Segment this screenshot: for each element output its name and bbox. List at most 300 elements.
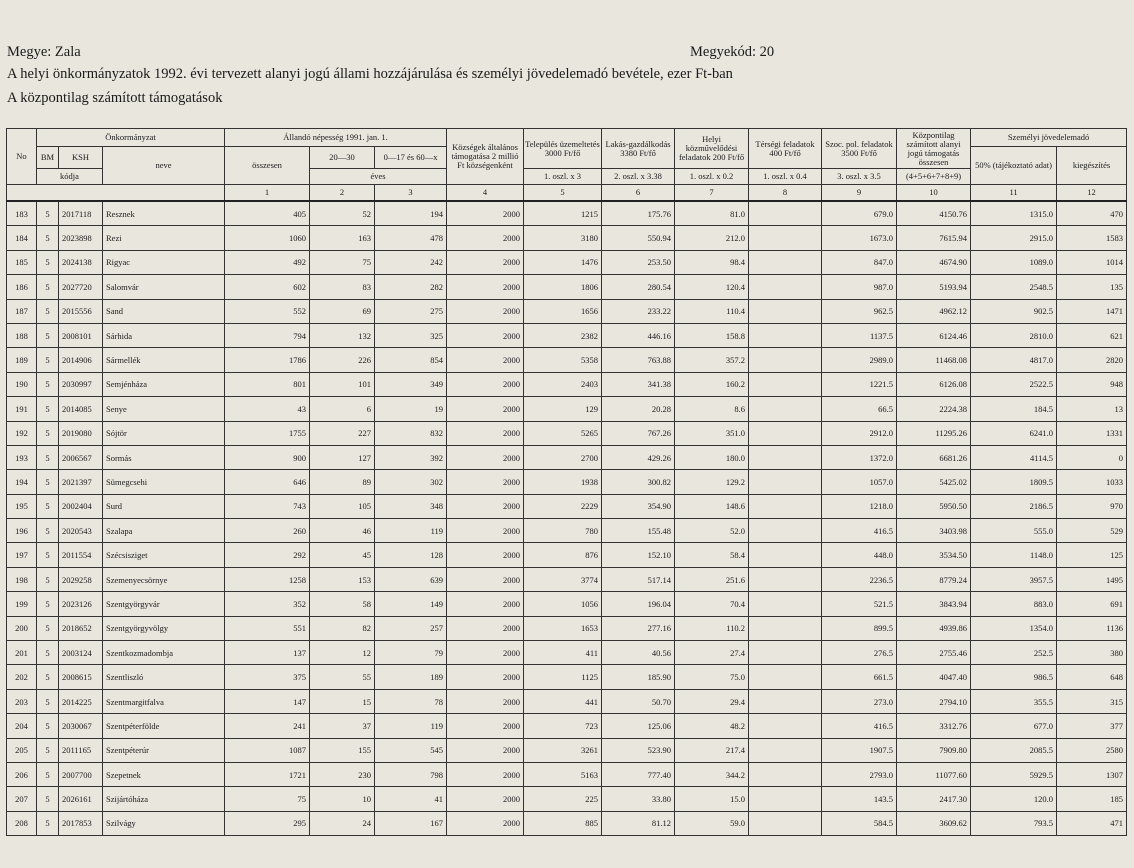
table-cell: 883.0 (971, 592, 1057, 616)
table-cell: 478 (375, 226, 447, 250)
table-cell: 986.5 (971, 665, 1057, 689)
table-cell: 59.0 (675, 811, 749, 835)
table-cell: 273.0 (822, 689, 897, 713)
table-cell: 1258 (225, 567, 310, 591)
table-cell: 325 (375, 323, 447, 347)
table-cell: 41 (375, 787, 447, 811)
head-ksh: KSH (59, 147, 103, 169)
table-cell: 7615.94 (897, 226, 971, 250)
table-cell: 19 (375, 397, 447, 421)
table-cell: 2000 (447, 738, 524, 762)
table-cell: 377 (1057, 714, 1127, 738)
table-cell: 349 (375, 372, 447, 396)
table-cell: 521.5 (822, 592, 897, 616)
page-title: A helyi önkormányzatok 1992. évi tervezett alanyi jogú állami hozzájárulása és személyi jövedelemadó bevétele, ezer Ft-ban (7, 66, 733, 82)
table-cell: 2000 (447, 811, 524, 835)
table-row (7, 299, 1127, 323)
col-number: 6 (602, 185, 675, 202)
table-cell: 794 (225, 323, 310, 347)
table-cell: 2000 (447, 470, 524, 494)
table-cell: 127 (310, 445, 375, 469)
table-cell (749, 641, 822, 665)
table-cell (749, 421, 822, 445)
col-number: 2 (310, 185, 375, 202)
data-table (6, 128, 1127, 836)
table-row (7, 348, 1127, 372)
table-cell (749, 494, 822, 518)
table-row (7, 226, 1127, 250)
table-cell: 2027720 (59, 275, 103, 299)
table-cell: 75 (310, 250, 375, 274)
table-cell: 208 (7, 811, 37, 835)
table-cell (749, 738, 822, 762)
table-row (7, 762, 1127, 786)
table-cell: 4150.76 (897, 201, 971, 226)
table-cell: 2000 (447, 616, 524, 640)
table-cell (749, 299, 822, 323)
table-head (7, 129, 1127, 202)
table-cell: 1136 (1057, 616, 1127, 640)
table-cell: 185 (7, 250, 37, 274)
table-cell: 5 (37, 567, 59, 591)
table-cell: 196.04 (602, 592, 675, 616)
table-cell: 81.0 (675, 201, 749, 226)
table-cell: 1033 (1057, 470, 1127, 494)
table-cell: 5929.5 (971, 762, 1057, 786)
table-cell: 5265 (524, 421, 602, 445)
table-cell: 352 (225, 592, 310, 616)
table-cell: 230 (310, 762, 375, 786)
table-cell: 2793.0 (822, 762, 897, 786)
table-cell: 120.0 (971, 787, 1057, 811)
table-cell: 300.82 (602, 470, 675, 494)
table-cell: 207 (7, 787, 37, 811)
head-kozponti-formula: (4+5+6+7+8+9) (897, 169, 971, 185)
table-row (7, 567, 1127, 591)
table-cell: 832 (375, 421, 447, 445)
head-szja50: 50% (tájékoztató adat) (971, 147, 1057, 185)
table-cell: 1060 (225, 226, 310, 250)
table-cell: 81.12 (602, 811, 675, 835)
table-cell (749, 592, 822, 616)
table-cell: 1315.0 (971, 201, 1057, 226)
table-cell: 5 (37, 275, 59, 299)
table-cell: 2000 (447, 787, 524, 811)
table-row (7, 250, 1127, 274)
table-cell (749, 470, 822, 494)
table-cell: 2030067 (59, 714, 103, 738)
table-cell: 253.50 (602, 250, 675, 274)
table-cell: 194 (375, 201, 447, 226)
table-cell: 5 (37, 445, 59, 469)
table-cell: 2000 (447, 299, 524, 323)
head-bm: BM (37, 147, 59, 169)
table-cell: 5 (37, 323, 59, 347)
table-cell: 40.56 (602, 641, 675, 665)
table-cell (749, 372, 822, 396)
table-cell: 202 (7, 665, 37, 689)
table-cell: 2186.5 (971, 494, 1057, 518)
table-cell: 52 (310, 201, 375, 226)
table-cell: 2912.0 (822, 421, 897, 445)
table-cell: 5 (37, 348, 59, 372)
table-cell: 194 (7, 470, 37, 494)
table-cell: 471 (1057, 811, 1127, 835)
head-telepules: Település üzemeltetés 3000 Ft/fő (524, 129, 602, 169)
table-cell: 175.76 (602, 201, 675, 226)
table-cell: 200 (7, 616, 37, 640)
table-cell: 143.5 (822, 787, 897, 811)
table-cell: 205 (7, 738, 37, 762)
table-row (7, 592, 1127, 616)
table-cell: 89 (310, 470, 375, 494)
table-cell: 1148.0 (971, 543, 1057, 567)
table-cell: Szentliszló (103, 665, 225, 689)
table-cell: 529 (1057, 519, 1127, 543)
table-cell: 5 (37, 250, 59, 274)
table-cell: 4817.0 (971, 348, 1057, 372)
table-cell: 227 (310, 421, 375, 445)
table-cell: 793.5 (971, 811, 1057, 835)
table-cell: 155 (310, 738, 375, 762)
table-row (7, 323, 1127, 347)
table-row (7, 543, 1127, 567)
table-cell: 2000 (447, 641, 524, 665)
table-cell: 5 (37, 201, 59, 226)
table-cell: 2000 (447, 689, 524, 713)
table-row (7, 445, 1127, 469)
table-cell: 0 (1057, 445, 1127, 469)
head-no: No (7, 129, 37, 185)
head-osszesen: összesen (225, 147, 310, 185)
table-cell: 302 (375, 470, 447, 494)
table-cell: 2011554 (59, 543, 103, 567)
table-cell: 1125 (524, 665, 602, 689)
table-cell: 523.90 (602, 738, 675, 762)
table-row (7, 738, 1127, 762)
table-cell: 1137.5 (822, 323, 897, 347)
col-number: 4 (447, 185, 524, 202)
table-cell: 691 (1057, 592, 1127, 616)
head-tersegi-formula: 1. oszl. x 0.4 (749, 169, 822, 185)
table-cell: 6 (310, 397, 375, 421)
table-cell: 5 (37, 811, 59, 835)
table-cell: 199 (7, 592, 37, 616)
table-cell: 12 (310, 641, 375, 665)
table-cell: 5358 (524, 348, 602, 372)
table-cell (749, 762, 822, 786)
table-cell: 2085.5 (971, 738, 1057, 762)
table-cell: 5 (37, 787, 59, 811)
table-cell: 119 (375, 714, 447, 738)
table-cell: Semjénháza (103, 372, 225, 396)
table-cell: 2236.5 (822, 567, 897, 591)
table-row (7, 787, 1127, 811)
table-cell: 2580 (1057, 738, 1127, 762)
table-row (7, 470, 1127, 494)
table-cell: 187 (7, 299, 37, 323)
table-cell (749, 275, 822, 299)
table-cell: 5 (37, 299, 59, 323)
table-cell: 552 (225, 299, 310, 323)
table-cell: 1331 (1057, 421, 1127, 445)
table-cell: Szentgyörgyvár (103, 592, 225, 616)
table-row (7, 641, 1127, 665)
head-kieg: kiegészítés (1057, 147, 1127, 185)
table-cell: 135 (1057, 275, 1127, 299)
table-cell: 149 (375, 592, 447, 616)
table-cell: 987.0 (822, 275, 897, 299)
table-cell: 1806 (524, 275, 602, 299)
head-helyi-formula: 1. oszl. x 0.2 (675, 169, 749, 185)
table-cell: 2021397 (59, 470, 103, 494)
table-cell: 27.4 (675, 641, 749, 665)
table-cell: 2029258 (59, 567, 103, 591)
table-cell: 45 (310, 543, 375, 567)
table-cell: 348 (375, 494, 447, 518)
col-number: 12 (1057, 185, 1127, 202)
table-cell: 1495 (1057, 567, 1127, 591)
table-cell: 2000 (447, 665, 524, 689)
table-cell: 105 (310, 494, 375, 518)
table-cell: 2000 (447, 762, 524, 786)
table-cell: 429.26 (602, 445, 675, 469)
table-cell: 777.40 (602, 762, 675, 786)
table-cell: 79 (375, 641, 447, 665)
table-cell: 83 (310, 275, 375, 299)
table-cell: 185.90 (602, 665, 675, 689)
table-cell: 110.4 (675, 299, 749, 323)
col-number: 10 (897, 185, 971, 202)
table-cell: 648 (1057, 665, 1127, 689)
table-cell: 78 (375, 689, 447, 713)
table-cell: Szilvágy (103, 811, 225, 835)
table-cell: 20.28 (602, 397, 675, 421)
table-cell: 2000 (447, 372, 524, 396)
table-cell: 195 (7, 494, 37, 518)
table-cell: 188 (7, 323, 37, 347)
table-cell (749, 689, 822, 713)
table-cell: 155.48 (602, 519, 675, 543)
table-cell: 3312.76 (897, 714, 971, 738)
table-cell: 148.6 (675, 494, 749, 518)
table-cell: 2989.0 (822, 348, 897, 372)
table-cell: 252.5 (971, 641, 1057, 665)
table-cell: 2000 (447, 494, 524, 518)
table-cell: 344.2 (675, 762, 749, 786)
head-lakas: Lakás-gazdálkodás 3380 Ft/fő (602, 129, 675, 169)
table-cell: 2014225 (59, 689, 103, 713)
table-cell: 2000 (447, 348, 524, 372)
table-row (7, 372, 1127, 396)
table-cell: 1673.0 (822, 226, 897, 250)
table-cell: 191 (7, 397, 37, 421)
table-cell: 275 (375, 299, 447, 323)
table-cell: 5 (37, 738, 59, 762)
table-cell: 10 (310, 787, 375, 811)
table-cell: 517.14 (602, 567, 675, 591)
table-cell: 120.4 (675, 275, 749, 299)
table-cell: 646 (225, 470, 310, 494)
col-number: 3 (375, 185, 447, 202)
table-cell: 3180 (524, 226, 602, 250)
table-cell: 545 (375, 738, 447, 762)
table-cell: 251.6 (675, 567, 749, 591)
table-cell: 441 (524, 689, 602, 713)
table-cell: Rigyac (103, 250, 225, 274)
table-cell: 5 (37, 543, 59, 567)
table-cell: 6241.0 (971, 421, 1057, 445)
table-cell: 2023898 (59, 226, 103, 250)
table-row (7, 519, 1127, 543)
table-cell: 2024138 (59, 250, 103, 274)
table-cell: 2000 (447, 275, 524, 299)
table-cell: 2382 (524, 323, 602, 347)
table-cell: 392 (375, 445, 447, 469)
table-cell: 5 (37, 226, 59, 250)
table-cell: 2224.38 (897, 397, 971, 421)
table-cell: 2008615 (59, 665, 103, 689)
table-cell: 555.0 (971, 519, 1057, 543)
table-cell: 5 (37, 494, 59, 518)
table-cell: 276.5 (822, 641, 897, 665)
table-cell: 3609.62 (897, 811, 971, 835)
table-cell: 357.2 (675, 348, 749, 372)
table-cell: 411 (524, 641, 602, 665)
table-cell: 2000 (447, 445, 524, 469)
table-cell: 1215 (524, 201, 602, 226)
table-row (7, 397, 1127, 421)
table-cell: 2000 (447, 592, 524, 616)
table-cell: 82 (310, 616, 375, 640)
table-cell: 203 (7, 689, 37, 713)
head-szoc: Szoc. pol. feladatok 3500 Ft/fő (822, 129, 897, 169)
table-cell: 5 (37, 616, 59, 640)
table-cell: 69 (310, 299, 375, 323)
table-cell: 125.06 (602, 714, 675, 738)
table-cell: 292 (225, 543, 310, 567)
table-cell: 13 (1057, 397, 1127, 421)
head-lakas-formula: 2. oszl. x 3.38 (602, 169, 675, 185)
table-cell (749, 250, 822, 274)
table-cell: 1057.0 (822, 470, 897, 494)
table-cell: 4114.5 (971, 445, 1057, 469)
table-cell: 101 (310, 372, 375, 396)
table-cell: 2755.46 (897, 641, 971, 665)
table-cell: 962.5 (822, 299, 897, 323)
table-cell (749, 397, 822, 421)
table-cell: 763.88 (602, 348, 675, 372)
table-cell: 405 (225, 201, 310, 226)
table-cell (749, 201, 822, 226)
table-cell: 201 (7, 641, 37, 665)
table-cell (749, 616, 822, 640)
table-cell: 2000 (447, 201, 524, 226)
table-cell: 876 (524, 543, 602, 567)
head-tersegi: Térségi feladatok 400 Ft/fő (749, 129, 822, 169)
table-cell: 2018652 (59, 616, 103, 640)
table-cell: 1307 (1057, 762, 1127, 786)
table-cell: 5 (37, 592, 59, 616)
table-cell: 1471 (1057, 299, 1127, 323)
table-cell: 602 (225, 275, 310, 299)
table-cell: 15 (310, 689, 375, 713)
page-subtitle: A központilag számított támogatások (7, 90, 223, 106)
table-cell: 5950.50 (897, 494, 971, 518)
table-cell: 2700 (524, 445, 602, 469)
col-number: 7 (675, 185, 749, 202)
table-cell: 2008101 (59, 323, 103, 347)
table-cell: 257 (375, 616, 447, 640)
table-cell (749, 226, 822, 250)
table-cell: 183 (7, 201, 37, 226)
table-row (7, 689, 1127, 713)
table-cell: 2417.30 (897, 787, 971, 811)
table-cell: 2007700 (59, 762, 103, 786)
table-cell: 225 (524, 787, 602, 811)
table-cell: 4962.12 (897, 299, 971, 323)
table-cell: 351.0 (675, 421, 749, 445)
table-row (7, 811, 1127, 835)
table-cell: 128 (375, 543, 447, 567)
table-cell: 1476 (524, 250, 602, 274)
table-cell: 6681.26 (897, 445, 971, 469)
table-cell: 5 (37, 519, 59, 543)
table-cell: 280.54 (602, 275, 675, 299)
table-cell: Sárhida (103, 323, 225, 347)
head-kodja: kódja (37, 169, 103, 185)
table-cell: 167 (375, 811, 447, 835)
table-cell: 189 (375, 665, 447, 689)
table-cell: 801 (225, 372, 310, 396)
table-cell: Surd (103, 494, 225, 518)
table-cell: 5 (37, 372, 59, 396)
table-cell: Senye (103, 397, 225, 421)
table-cell: 2000 (447, 567, 524, 591)
table-cell: 5 (37, 397, 59, 421)
table-cell: 798 (375, 762, 447, 786)
table-cell: 2006567 (59, 445, 103, 469)
head-kozsegek: Községek általános támogatása 2 millió Ft községenként (447, 129, 524, 185)
table-cell: 550.94 (602, 226, 675, 250)
table-cell: 158.8 (675, 323, 749, 347)
table-cell: 50.70 (602, 689, 675, 713)
head-age1: 20—30 (310, 147, 375, 169)
table-cell: 2000 (447, 519, 524, 543)
head-helyi: Helyi közművelődési feladatok 200 Ft/fő (675, 129, 749, 169)
table-cell: 1583 (1057, 226, 1127, 250)
table-cell: 1014 (1057, 250, 1127, 274)
table-cell: 416.5 (822, 714, 897, 738)
table-cell: 197 (7, 543, 37, 567)
table-cell: 8.6 (675, 397, 749, 421)
table-cell: 48.2 (675, 714, 749, 738)
col-number: 9 (822, 185, 897, 202)
table-cell: 119 (375, 519, 447, 543)
table-cell: 29.4 (675, 689, 749, 713)
table-row (7, 714, 1127, 738)
table-cell: 5 (37, 470, 59, 494)
table-cell: 551 (225, 616, 310, 640)
table-cell: 241 (225, 714, 310, 738)
table-cell: 885 (524, 811, 602, 835)
table-cell: Szentkozmadombja (103, 641, 225, 665)
table-cell (749, 543, 822, 567)
table-cell: 492 (225, 250, 310, 274)
table-cell: 2000 (447, 397, 524, 421)
table-cell (749, 445, 822, 469)
table-cell: 416.5 (822, 519, 897, 543)
